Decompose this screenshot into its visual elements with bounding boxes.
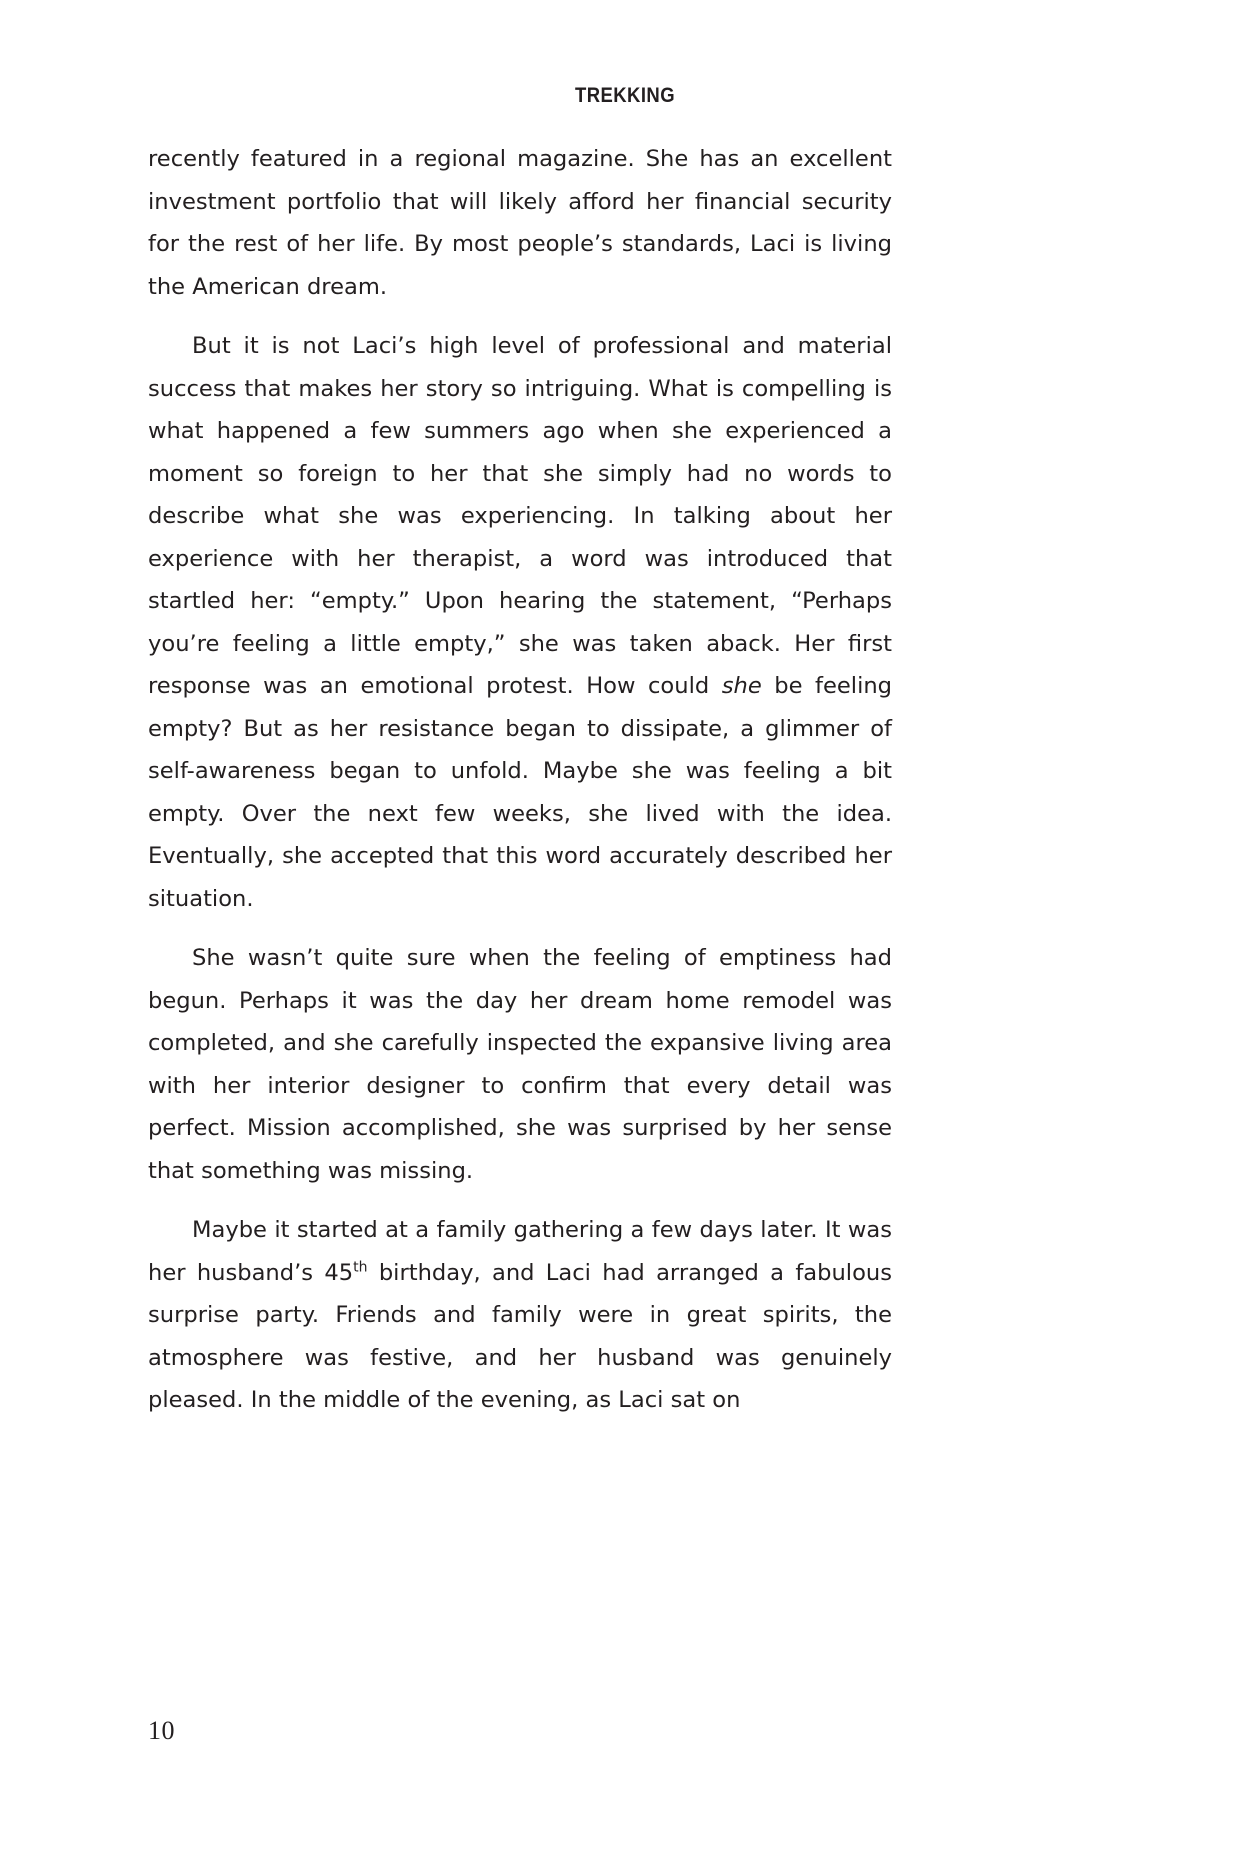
page-number: 10 xyxy=(148,1716,175,1745)
run-text: But it is not Laci’s high level of professional and material success that makes her story so intriguing. What is compelling is what happened a few summers ago when she experienced a moment so foreign to her that she simply had no words to describe what she was experiencing. In talking about her experience with her therapist, a word was introduced that startled her: “empty.” Upon hearing the statement, “Perhaps you’re feeling a little empty,” she was taken aback. Her first response was an emotional protest. How could xyxy=(148,333,892,699)
running-head: TREKKING xyxy=(574,84,676,107)
run-text: be feeling empty? But as her resistance began to dissipate, a glimmer of self-awareness began to unfold. Maybe she was feeling a bit empty. Over the next few weeks, she lived with the idea. Eventually, she accepted that this word accurately described her situation. xyxy=(148,673,893,912)
run-text: Maybe it started at a family gathering a few days later. It was her husband’s 45 xyxy=(148,1217,892,1286)
body-text-block xyxy=(148,138,892,1422)
run-text: birthday, and Laci had arranged a fabulous surprise party. Friends and family were in great spirits, the atmosphere was festive, and her husband was genuinely pleased. In the middle of the evening, as Laci sat on xyxy=(148,1259,892,1413)
emphasis-she: she xyxy=(721,673,762,699)
paragraph-maybe-it-started xyxy=(148,1209,892,1422)
ordinal-suffix-th: th xyxy=(353,1258,368,1275)
paragraph-but-it-is-not xyxy=(148,325,892,920)
paragraph-continuation: recently featured in a regional magazine. She has an excellent investment portfolio that will likely afford her financial security for the rest of her life. By most people’s standards, Laci is living the American dream. xyxy=(148,146,892,300)
paragraph-she-wasnt-quite-sure: She wasn’t quite sure when the feeling of emptiness had begun. Perhaps it was the day her dream home remodel was completed, and she carefully inspected the expansive living area with her interior designer to confirm that every detail was perfect. Mission accomplished, she was surprised by her sense that something was missing. xyxy=(148,945,892,1184)
